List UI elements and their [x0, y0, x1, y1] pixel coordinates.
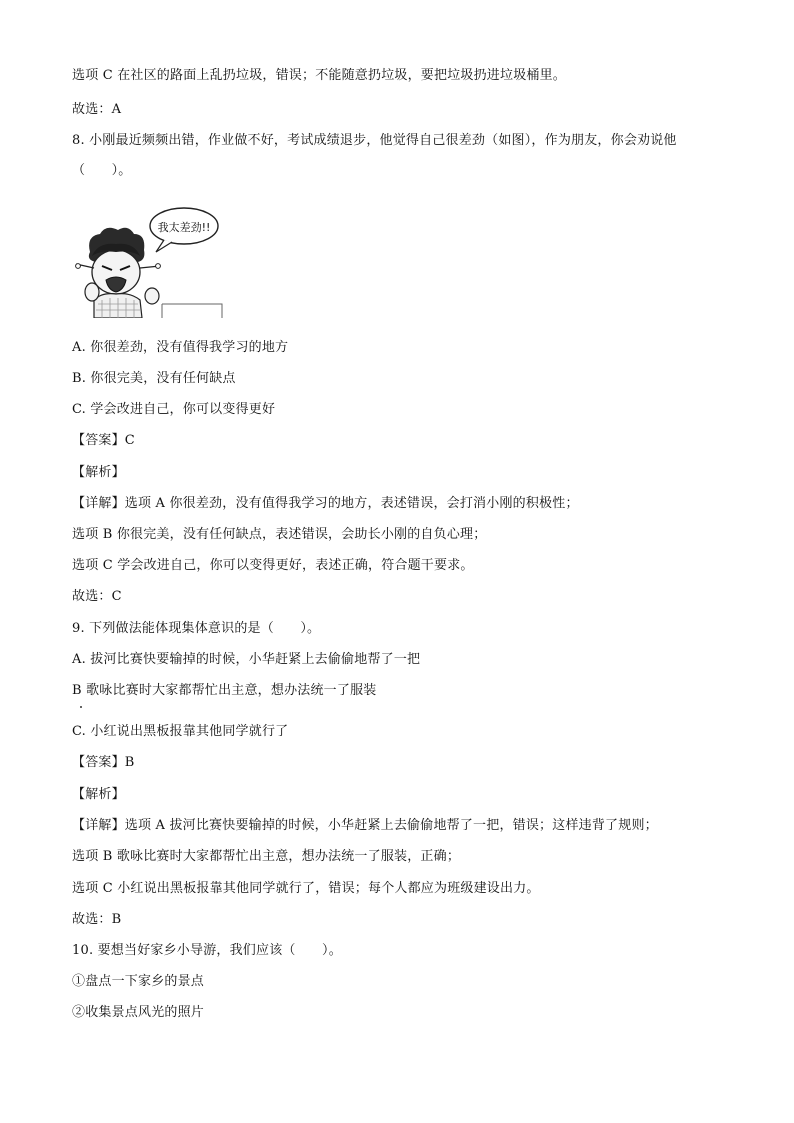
stray-dot	[80, 706, 82, 708]
question-8: 8. 小刚最近频频出错，作业做不好，考试成绩退步，他觉得自己很差劲（如图），作为朋友，你会劝说他	[72, 133, 677, 148]
text-line: 选项 C 在社区的路面上乱扔垃圾，错误；不能随意扔垃圾，要把垃圾扔进垃圾桶里。	[72, 68, 567, 83]
question-9: 9. 下列做法能体现集体意识的是（ ）。	[72, 621, 321, 636]
text-line: 选项 C 小红说出黑板报靠其他同学就行了，错误；每个人都应为班级建设出力。	[72, 881, 540, 896]
list-item: ②收集景点风光的照片	[72, 1005, 205, 1020]
question-10: 10. 要想当好家乡小导游，我们应该（ ）。	[72, 943, 342, 958]
text-line: 故选：C	[72, 589, 122, 604]
speech-bubble-text: 我太差劲!!	[157, 221, 211, 234]
option-c: C. 学会改进自己，你可以变得更好	[72, 402, 276, 417]
cartoon-figure	[72, 200, 232, 318]
option-b: B. 你很完美，没有任何缺点	[72, 371, 236, 386]
text-line: 故选：A	[72, 102, 122, 117]
text-line: 【详解】选项 A 拔河比赛快要输掉的时候，小华赶紧上去偷偷地帮了一把，错误；这样违背了规则；	[72, 818, 658, 833]
option-b: B 歌咏比赛时大家都帮忙出主意，想办法统一了服装	[72, 683, 377, 698]
answer-label: 【答案】B	[72, 755, 135, 770]
option-a: A. 你很差劲，没有值得我学习的地方	[72, 340, 289, 355]
text-line: 选项 B 歌咏比赛时大家都帮忙出主意，想办法统一了服装，正确；	[72, 849, 461, 864]
frustrated-boy-illustration	[72, 200, 232, 318]
text-line: （ ）。	[72, 163, 132, 178]
option-a: A. 拔河比赛快要输掉的时候，小华赶紧上去偷偷地帮了一把	[72, 652, 421, 667]
text-line: 选项 C 学会改进自己，你可以变得更好，表述正确，符合题干要求。	[72, 558, 474, 573]
answer-label: 【答案】C	[72, 433, 135, 448]
analysis-label: 【解析】	[72, 787, 125, 802]
text-line: 选项 B 你很完美，没有任何缺点，表述错误，会助长小刚的自负心理；	[72, 527, 487, 542]
text-line: 【详解】选项 A 你很差劲，没有值得我学习的地方，表述错误，会打消小刚的积极性；	[72, 496, 579, 511]
text-line: 故选：B	[72, 912, 122, 927]
option-c: C. 小红说出黑板报靠其他同学就行了	[72, 724, 289, 739]
list-item: ①盘点一下家乡的景点	[72, 974, 205, 989]
analysis-label: 【解析】	[72, 465, 125, 480]
